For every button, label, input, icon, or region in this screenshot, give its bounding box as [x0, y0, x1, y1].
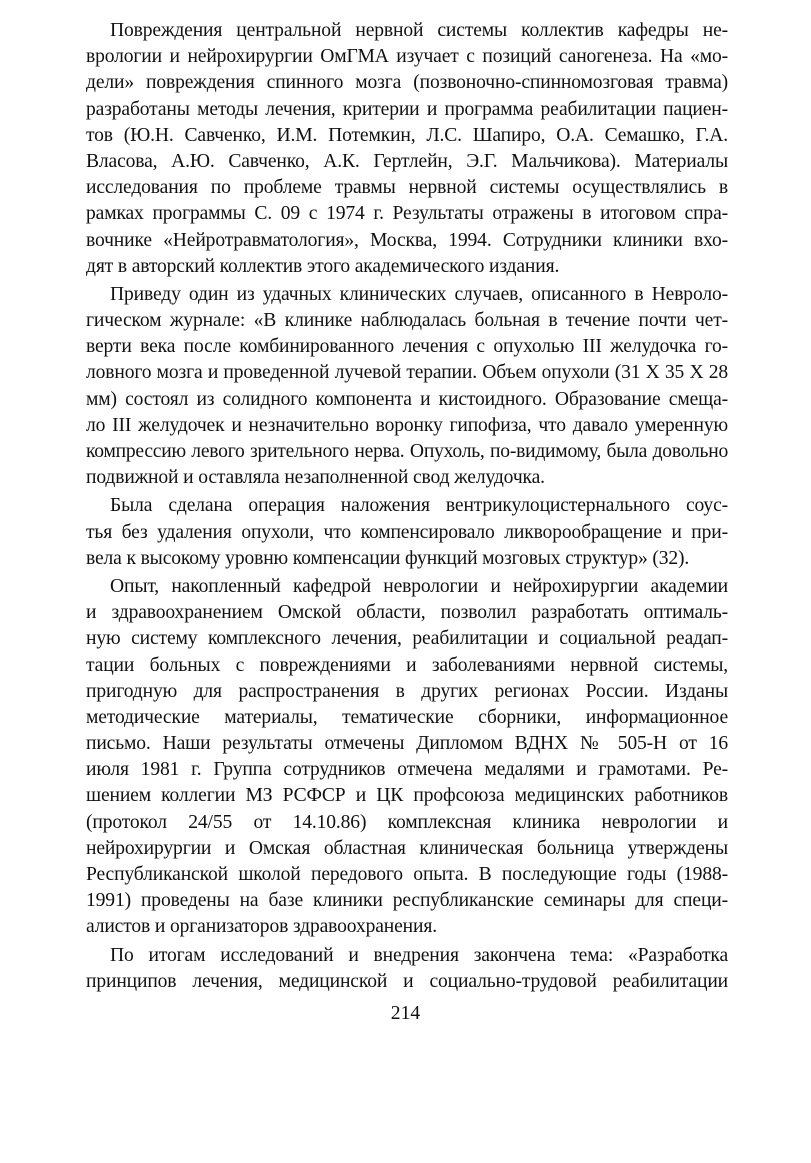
text-line: врологии и нейрохирургии ОмГМА изучает с позиций саногенеза. На «мо- [86, 46, 728, 68]
text-line: письмо. Наши результаты отмечены Дипломом ВДНХ № 505-Н от 16 [86, 733, 728, 755]
page-number: 214 [390, 1003, 421, 1024]
text-line: ную систему комплексного лечения, реабилитации и социальной реадап- [86, 628, 728, 650]
text-line: вела к высокому уровню компенсации функций мозговых структур» (32). [86, 547, 690, 569]
text-line: Власова, А.Ю. Савченко, А.К. Гертлейн, Э.Г. Мальчикова). Материалы [86, 150, 728, 172]
text-line: Повреждения центральной нервной системы коллектив кафедры не- [110, 20, 728, 41]
text-line: Приведу один из удачных клинических случаев, описанного в Невроло- [110, 283, 728, 305]
text-line: верти века после комбинированного лечения с опухолью III желудочка го- [86, 336, 728, 358]
text-line: шением коллегии МЗ РСФСР и ЦК профсоюза медицинских работников [86, 785, 728, 807]
text-line: принципов лечения, медицинской и социально-трудовой реабилитации [86, 970, 728, 992]
text-line: разработаны методы лечения, критерии и программа реабилитации пациен- [86, 98, 728, 120]
text-line: ло III желудочек и незначительно воронку гипофиза, что давало умеренную [86, 414, 728, 436]
text-line: и здравоохранением Омской области, позволил разработать оптималь- [86, 602, 728, 624]
text-line: алистов и организаторов здравоохранения. [86, 916, 437, 938]
text-line: июля 1981 г. Группа сотрудников отмечена медалями и грамотами. Ре- [86, 759, 728, 781]
paragraph-5 [86, 943, 728, 995]
text-line: компрессию левого зрительного нерва. Опухоль, по-видимому, была довольно [86, 441, 728, 462]
text-line: мм) состоял из солидного компонента и кистоидного. Образование смеща- [86, 388, 728, 410]
text-line: тов (Ю.Н. Савченко, И.М. Потемкин, Л.С. Шапиро, О.А. Семашко, Г.А. [86, 124, 728, 146]
text-line: дели» повреждения спинного мозга (позвоночно-спинномозговая травма) [86, 72, 728, 94]
text-line: гическом журнале: «В клинике наблюдалась больная в течение почти чет- [86, 310, 728, 332]
paragraph-2 [86, 282, 728, 492]
text-line: рамках программы С. 09 с 1974 г. Результаты отражены в итоговом спра- [86, 203, 728, 225]
text-line: подвижной и оставляла незаполненной свод желудочка. [86, 467, 545, 489]
text-line: пригодную для распространения в других регионах России. Изданы [86, 680, 728, 702]
text-line: тации больных с повреждениями и заболеваниями нервной системы, [86, 654, 728, 676]
text-line: 1991) проведены на базе клиники республиканские семинары для специ- [86, 890, 728, 912]
text-line: Опыт, накопленный кафедрой неврологии и нейрохирургии академии [110, 575, 728, 597]
text-line: Была сделана операция наложения вентрикулоцистернального соус- [110, 495, 728, 517]
text-line: методические материалы, тематические сборники, информационное [86, 706, 728, 728]
text-line: нейрохирургии и Омская областная клиническая больница утверждены [86, 837, 728, 859]
body-text [86, 18, 728, 997]
text-line: вочнике «Нейротравматология», Москва, 1994. Сотрудники клиники вхо- [86, 229, 728, 251]
text-line: ловного мозга и проведенной лучевой терапии. Объем опухоли (31 X 35 X 28 [86, 362, 728, 384]
text-line: Республиканской школой передового опыта. В последующие годы (1988- [86, 864, 728, 885]
paragraph-4 [86, 574, 728, 941]
text-line: тья без удаления опухоли, что компенсировало ликворообращение и при- [86, 521, 728, 543]
text-line: (протокол 24/55 от 14.10.86) комплексная клиника неврологии и [86, 811, 728, 833]
text-line: По итогам исследований и внедрения закончена тема: «Разработка [110, 944, 728, 966]
text-line: дят в авторский коллектив этого академического издания. [86, 255, 560, 277]
paragraph-1 [86, 18, 728, 280]
paragraph-3 [86, 493, 728, 572]
text-line: исследования по проблеме травмы нервной системы осуществлялись в [86, 177, 728, 199]
